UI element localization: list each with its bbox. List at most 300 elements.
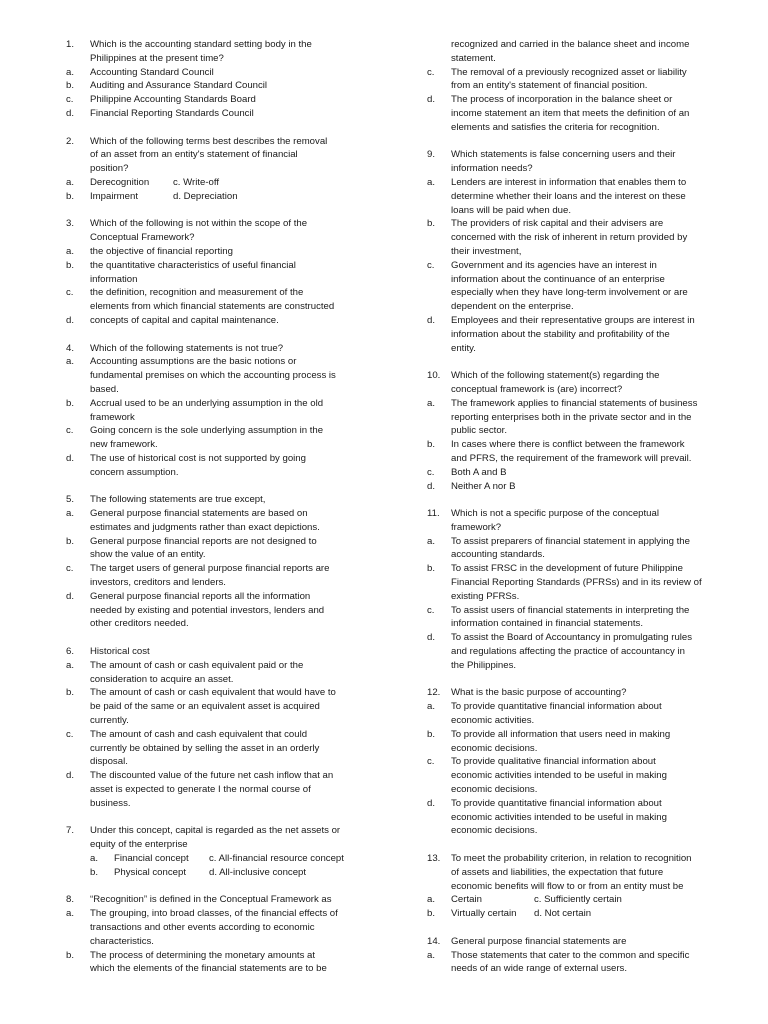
item-label: c. <box>427 604 435 616</box>
item-label: d. <box>427 94 436 106</box>
text-line <box>66 728 370 742</box>
question-text: Which statements is false concerning users and their <box>451 149 676 161</box>
item-label <box>427 452 451 466</box>
spacer <box>427 921 721 935</box>
item-text: investors, creditors and lenders. <box>90 577 226 589</box>
question-text: Which of the following statements is not true? <box>90 342 284 354</box>
text-line <box>427 535 721 549</box>
option-text: c. All-financial resource concept <box>209 853 344 865</box>
text-line <box>427 714 721 728</box>
text-line <box>66 52 370 66</box>
item-label: a. <box>427 701 436 713</box>
text-line <box>427 480 721 494</box>
text-line <box>427 824 721 838</box>
text-line <box>66 935 370 949</box>
text-line <box>66 962 370 976</box>
item-text: the Philippines. <box>451 659 517 671</box>
item-text: equity of the enterprise <box>90 839 188 851</box>
item-text: economic activities intended to be useful in making <box>451 770 667 782</box>
text-line <box>66 907 370 921</box>
text-line <box>66 673 370 687</box>
text-line <box>66 231 370 245</box>
text-line <box>66 852 370 866</box>
item-text: recognized and carried in the balance sheet and income <box>451 39 690 50</box>
text-line <box>66 176 370 190</box>
item-label <box>427 383 451 397</box>
item-label: d. <box>427 314 436 326</box>
item-label <box>427 742 451 756</box>
item-label <box>427 342 451 356</box>
item-text: new framework. <box>90 439 158 451</box>
item-label <box>66 148 90 162</box>
question-text: To meet the probability criterion, in relation to recognition <box>451 853 692 865</box>
text-line <box>427 121 721 135</box>
item-text: General purpose financial statements are based on <box>90 508 308 520</box>
item-label <box>427 521 451 535</box>
item-text: determine whether their loans and the interest on these <box>451 190 686 202</box>
text-line <box>427 700 721 714</box>
text-line <box>66 548 370 562</box>
item-label <box>66 714 90 728</box>
item-label: 11. <box>427 508 440 520</box>
item-text: The process of incorporation in the balance sheet or <box>451 94 673 106</box>
item-label <box>427 962 451 976</box>
option-text: c. Sufficiently certain <box>534 894 622 906</box>
text-line <box>427 521 721 535</box>
spacer <box>66 880 370 894</box>
item-label: 3. <box>66 218 75 230</box>
item-label <box>427 548 451 562</box>
text-line <box>66 562 370 576</box>
item-text: economic decisions. <box>451 742 538 754</box>
text-line <box>427 259 721 273</box>
question-text: Which of the following terms best describes the removal <box>90 135 328 147</box>
item-label <box>427 659 451 673</box>
item-label: c. <box>66 563 74 575</box>
text-line <box>427 148 721 162</box>
item-text: The providers of risk capital and their advisers are <box>451 218 664 230</box>
item-text: loans will be paid when due. <box>451 204 572 216</box>
item-text: be paid of the same or an equivalent asset is acquired <box>90 701 320 713</box>
item-text: economic activities. <box>451 715 535 727</box>
text-line <box>66 286 370 300</box>
item-label: b. <box>66 687 75 699</box>
text-line <box>66 438 370 452</box>
item-label: b. <box>427 439 436 451</box>
text-line <box>66 314 370 328</box>
item-text: business. <box>90 797 131 809</box>
item-label: b. <box>66 259 75 271</box>
question-text: Which is not a specific purpose of the conceptual <box>451 508 659 520</box>
text-line <box>427 190 721 204</box>
option-text: Derecognition <box>90 176 150 188</box>
text-line <box>427 604 721 618</box>
item-label <box>427 880 451 894</box>
text-line <box>427 397 721 411</box>
text-line <box>66 245 370 259</box>
item-text: information about the stability and profitability of the <box>451 328 670 340</box>
item-label <box>427 121 451 135</box>
item-text: the definition, recognition and measurement of the <box>90 287 304 299</box>
item-text: accounting standards. <box>451 549 545 561</box>
item-text: Government and its agencies have an interest in <box>451 259 657 271</box>
question-text: Which of the following is not within the scope of the <box>90 218 308 230</box>
item-text: Philippine Accounting Standards Board <box>90 94 256 106</box>
question-text: Which is the accounting standard setting body in the <box>90 39 312 50</box>
text-line <box>427 893 721 907</box>
text-line <box>66 190 370 204</box>
text-line <box>427 273 721 287</box>
text-line <box>427 286 721 300</box>
item-label <box>66 921 90 935</box>
item-label <box>427 866 451 880</box>
item-label <box>427 590 451 604</box>
item-text: Accounting Standard Council <box>90 66 214 78</box>
spacer <box>66 631 370 645</box>
text-line <box>427 452 721 466</box>
item-label: a. <box>66 176 75 188</box>
item-text: concerned with the risk of inherent in return provided by <box>451 232 688 244</box>
text-line <box>66 148 370 162</box>
item-text: asset is expected to generate I the normal course of <box>90 784 311 796</box>
item-label: b. <box>66 535 75 547</box>
spacer <box>427 493 721 507</box>
item-label: 12. <box>427 687 441 699</box>
text-line <box>427 204 721 218</box>
item-text: dependent on the enterprise. <box>451 301 574 313</box>
item-label <box>66 742 90 756</box>
item-text: Conceptual Framework? <box>90 232 195 244</box>
text-line <box>66 217 370 231</box>
text-line <box>427 949 721 963</box>
item-text: currently. <box>90 715 129 727</box>
item-text: currently be obtained by selling the asset in an orderly <box>90 742 320 754</box>
item-text: framework? <box>451 521 502 533</box>
text-line <box>66 838 370 852</box>
item-label: c. <box>66 94 74 106</box>
text-line <box>427 52 721 66</box>
text-line <box>427 866 721 880</box>
item-label <box>66 700 90 714</box>
option-text: d. All-inclusive concept <box>209 866 307 878</box>
item-text: consideration to acquire an asset. <box>90 673 234 685</box>
item-label <box>427 190 451 204</box>
text-line <box>427 755 721 769</box>
item-text: To assist preparers of financial statement in applying the <box>451 535 690 547</box>
item-label: 2. <box>66 135 75 147</box>
item-label: d. <box>427 632 436 644</box>
item-text: To provide qualitative financial information about <box>451 756 656 768</box>
item-label <box>66 604 90 618</box>
text-line <box>427 328 721 342</box>
item-text: Neither A nor B <box>451 480 516 492</box>
text-line <box>427 742 721 756</box>
item-label: b. <box>427 908 436 920</box>
text-line <box>66 466 370 480</box>
text-line <box>66 921 370 935</box>
text-line <box>66 507 370 521</box>
item-label: c. <box>427 756 435 768</box>
item-label: a. <box>427 894 436 906</box>
item-label <box>66 231 90 245</box>
text-line <box>66 783 370 797</box>
item-label <box>427 576 451 590</box>
text-line <box>66 397 370 411</box>
text-line <box>427 590 721 604</box>
item-label: b. <box>90 866 99 878</box>
item-label: b. <box>427 728 436 740</box>
item-label: c. <box>427 259 435 271</box>
text-line <box>66 755 370 769</box>
item-label: 5. <box>66 494 75 506</box>
item-text: Philippines at the present time? <box>90 52 224 64</box>
spacer <box>66 121 370 135</box>
item-label: b. <box>66 80 75 92</box>
text-line <box>427 66 721 80</box>
text-line <box>66 355 370 369</box>
item-label <box>66 521 90 535</box>
item-label <box>66 369 90 383</box>
text-line <box>66 590 370 604</box>
text-line <box>427 162 721 176</box>
text-line <box>427 811 721 825</box>
item-label: a. <box>66 908 75 920</box>
item-label <box>66 300 90 314</box>
option-text: Certain <box>451 894 482 906</box>
item-text: the quantitative characteristics of useful financial <box>90 259 296 271</box>
item-text: needs of an wide range of external users. <box>451 963 627 975</box>
item-label <box>427 824 451 838</box>
item-label <box>427 714 451 728</box>
item-text: To provide all information that users need in making <box>451 728 671 740</box>
item-text: needed by existing and potential investors, lenders and <box>90 604 325 616</box>
option-text: Impairment <box>90 190 138 202</box>
item-label: 9. <box>427 149 436 161</box>
item-label: 1. <box>66 39 75 50</box>
item-text: The amount of cash or cash equivalent paid or the <box>90 659 304 671</box>
item-text: General purpose financial reports are not designed to <box>90 535 317 547</box>
item-label: a. <box>427 949 436 961</box>
text-line <box>427 576 721 590</box>
item-text: Financial Reporting Standards Council <box>90 107 254 119</box>
item-label: c. <box>66 728 74 740</box>
item-text: Employees and their representative groups are interest in <box>451 314 695 326</box>
item-text: and PFRS, the requirement of the framework will prevail. <box>451 452 692 464</box>
item-label <box>427 645 451 659</box>
item-text: Both A and B <box>451 466 507 478</box>
item-text: The framework applies to financial statements of business <box>451 397 698 409</box>
text-line <box>66 576 370 590</box>
item-label <box>427 617 451 631</box>
item-text: of an asset from an entity's statement of financial <box>90 149 298 161</box>
item-text: other creditors needed. <box>90 618 189 630</box>
item-text: framework <box>90 411 135 423</box>
text-line <box>427 342 721 356</box>
item-label <box>427 300 451 314</box>
item-text: existing PFRSs. <box>451 590 520 602</box>
text-line <box>427 548 721 562</box>
item-text: Those statements that cater to the common and specific <box>451 949 690 961</box>
item-label: d. <box>66 590 75 602</box>
text-line <box>66 369 370 383</box>
text-line <box>66 893 370 907</box>
item-label: a. <box>90 853 99 865</box>
item-label <box>427 411 451 425</box>
spacer <box>66 204 370 218</box>
item-label <box>66 383 90 397</box>
text-line <box>427 107 721 121</box>
item-label: a. <box>66 508 75 520</box>
item-label: c. <box>427 66 435 78</box>
item-label: a. <box>66 356 75 368</box>
item-label <box>427 273 451 287</box>
text-line <box>427 631 721 645</box>
item-label: 6. <box>66 646 75 658</box>
item-label <box>66 438 90 452</box>
item-text: economic benefits will flow to or from an entity must be <box>451 880 684 892</box>
item-text: The removal of a previously recognized asset or liability <box>451 66 687 78</box>
item-label: c. <box>427 466 435 478</box>
item-label: d. <box>66 770 75 782</box>
item-label: a. <box>66 245 75 257</box>
question-text: “Recognition” is defined in the Conceptual Framework as <box>90 894 332 906</box>
item-label: 13. <box>427 853 441 865</box>
question-text: The following statements are true except, <box>90 494 266 506</box>
text-line <box>427 383 721 397</box>
item-text: economic decisions. <box>451 825 538 837</box>
item-label <box>66 673 90 687</box>
text-line <box>427 907 721 921</box>
text-line <box>66 342 370 356</box>
text-line <box>66 424 370 438</box>
item-label <box>427 328 451 342</box>
item-label <box>66 838 90 852</box>
item-text: Going concern is the sole underlying assumption in the <box>90 425 324 437</box>
item-label <box>66 411 90 425</box>
item-label: 8. <box>66 894 75 906</box>
text-line <box>66 300 370 314</box>
item-text: To assist FRSC in the development of future Philippine <box>451 563 683 575</box>
item-text: information about the continuance of an enterprise <box>451 273 665 285</box>
text-line <box>427 645 721 659</box>
text-line <box>66 259 370 273</box>
text-line <box>427 369 721 383</box>
item-label: 10. <box>427 370 441 382</box>
question-text: Under this concept, capital is regarded as the net assets or <box>90 825 341 837</box>
text-line <box>427 769 721 783</box>
item-text: General purpose financial reports all the information <box>90 590 311 602</box>
spacer <box>66 328 370 342</box>
item-label: b. <box>427 563 436 575</box>
question-text: Which of the following statement(s) regarding the <box>451 370 660 382</box>
item-text: position? <box>90 163 129 175</box>
text-line <box>427 217 721 231</box>
text-line <box>427 438 721 452</box>
option-text: Virtually certain <box>451 908 517 920</box>
item-text: information <box>90 273 138 285</box>
text-line <box>427 231 721 245</box>
item-text: Accrual used to be an underlying assumption in the old <box>90 397 324 409</box>
item-label <box>427 769 451 783</box>
item-text: elements and satisfies the criteria for recognition. <box>451 121 660 133</box>
item-label <box>427 286 451 300</box>
text-line <box>427 300 721 314</box>
item-text: public sector. <box>451 425 507 437</box>
item-label <box>66 935 90 949</box>
option-text: Physical concept <box>114 866 186 878</box>
item-label <box>66 783 90 797</box>
text-line <box>66 700 370 714</box>
item-text: based. <box>90 383 119 395</box>
text-line <box>66 604 370 618</box>
item-label <box>66 576 90 590</box>
item-label <box>427 424 451 438</box>
item-text: The amount of cash and cash equivalent that could <box>90 728 308 740</box>
item-label <box>427 162 451 176</box>
item-label <box>427 52 451 66</box>
text-line <box>427 659 721 673</box>
text-line <box>427 79 721 93</box>
item-text: which the elements of the financial statements are to be <box>90 963 327 975</box>
item-text: The target users of general purpose financial reports are <box>90 563 330 575</box>
text-line <box>427 466 721 480</box>
text-line <box>66 38 370 52</box>
option-text: Financial concept <box>114 853 189 865</box>
spacer <box>427 673 721 687</box>
text-line <box>66 383 370 397</box>
item-label <box>66 162 90 176</box>
question-text: Historical cost <box>90 646 150 658</box>
item-text: In cases where there is conflict between the framework <box>451 439 685 451</box>
text-line <box>66 273 370 287</box>
item-label <box>427 204 451 218</box>
spacer <box>66 811 370 825</box>
item-text: from an entity's statement of financial position. <box>451 80 648 92</box>
item-label <box>427 811 451 825</box>
item-text: Auditing and Assurance Standard Council <box>90 80 268 92</box>
text-line <box>66 521 370 535</box>
spacer <box>427 838 721 852</box>
text-line <box>66 797 370 811</box>
text-line <box>66 452 370 466</box>
item-text: The amount of cash or cash equivalent that would have to <box>90 687 336 699</box>
item-label: d. <box>66 314 75 326</box>
item-label: 4. <box>66 342 75 354</box>
item-label: 7. <box>66 825 75 837</box>
text-line <box>66 66 370 80</box>
item-text: information needs? <box>451 163 533 175</box>
text-line <box>427 686 721 700</box>
option-text: c. Write-off <box>173 176 220 188</box>
item-text: The grouping, into broad classes, of the financial effects of <box>90 908 338 920</box>
text-line <box>66 866 370 880</box>
item-text: disposal. <box>90 756 128 768</box>
text-line <box>66 769 370 783</box>
item-text: economic decisions. <box>451 784 538 796</box>
item-label <box>66 466 90 480</box>
item-text: The process of determining the monetary amounts at <box>90 949 316 961</box>
text-line <box>66 645 370 659</box>
text-line <box>427 852 721 866</box>
text-line <box>66 659 370 673</box>
item-label: a. <box>427 535 436 547</box>
item-text: fundamental premises on which the accounting process is <box>90 370 336 382</box>
item-text: characteristics. <box>90 935 154 947</box>
item-label <box>427 79 451 93</box>
text-line <box>66 135 370 149</box>
item-text: of assets and liabilities, the expectation that future <box>451 866 664 878</box>
item-text: To assist users of financial statements in interpreting the <box>451 604 690 616</box>
